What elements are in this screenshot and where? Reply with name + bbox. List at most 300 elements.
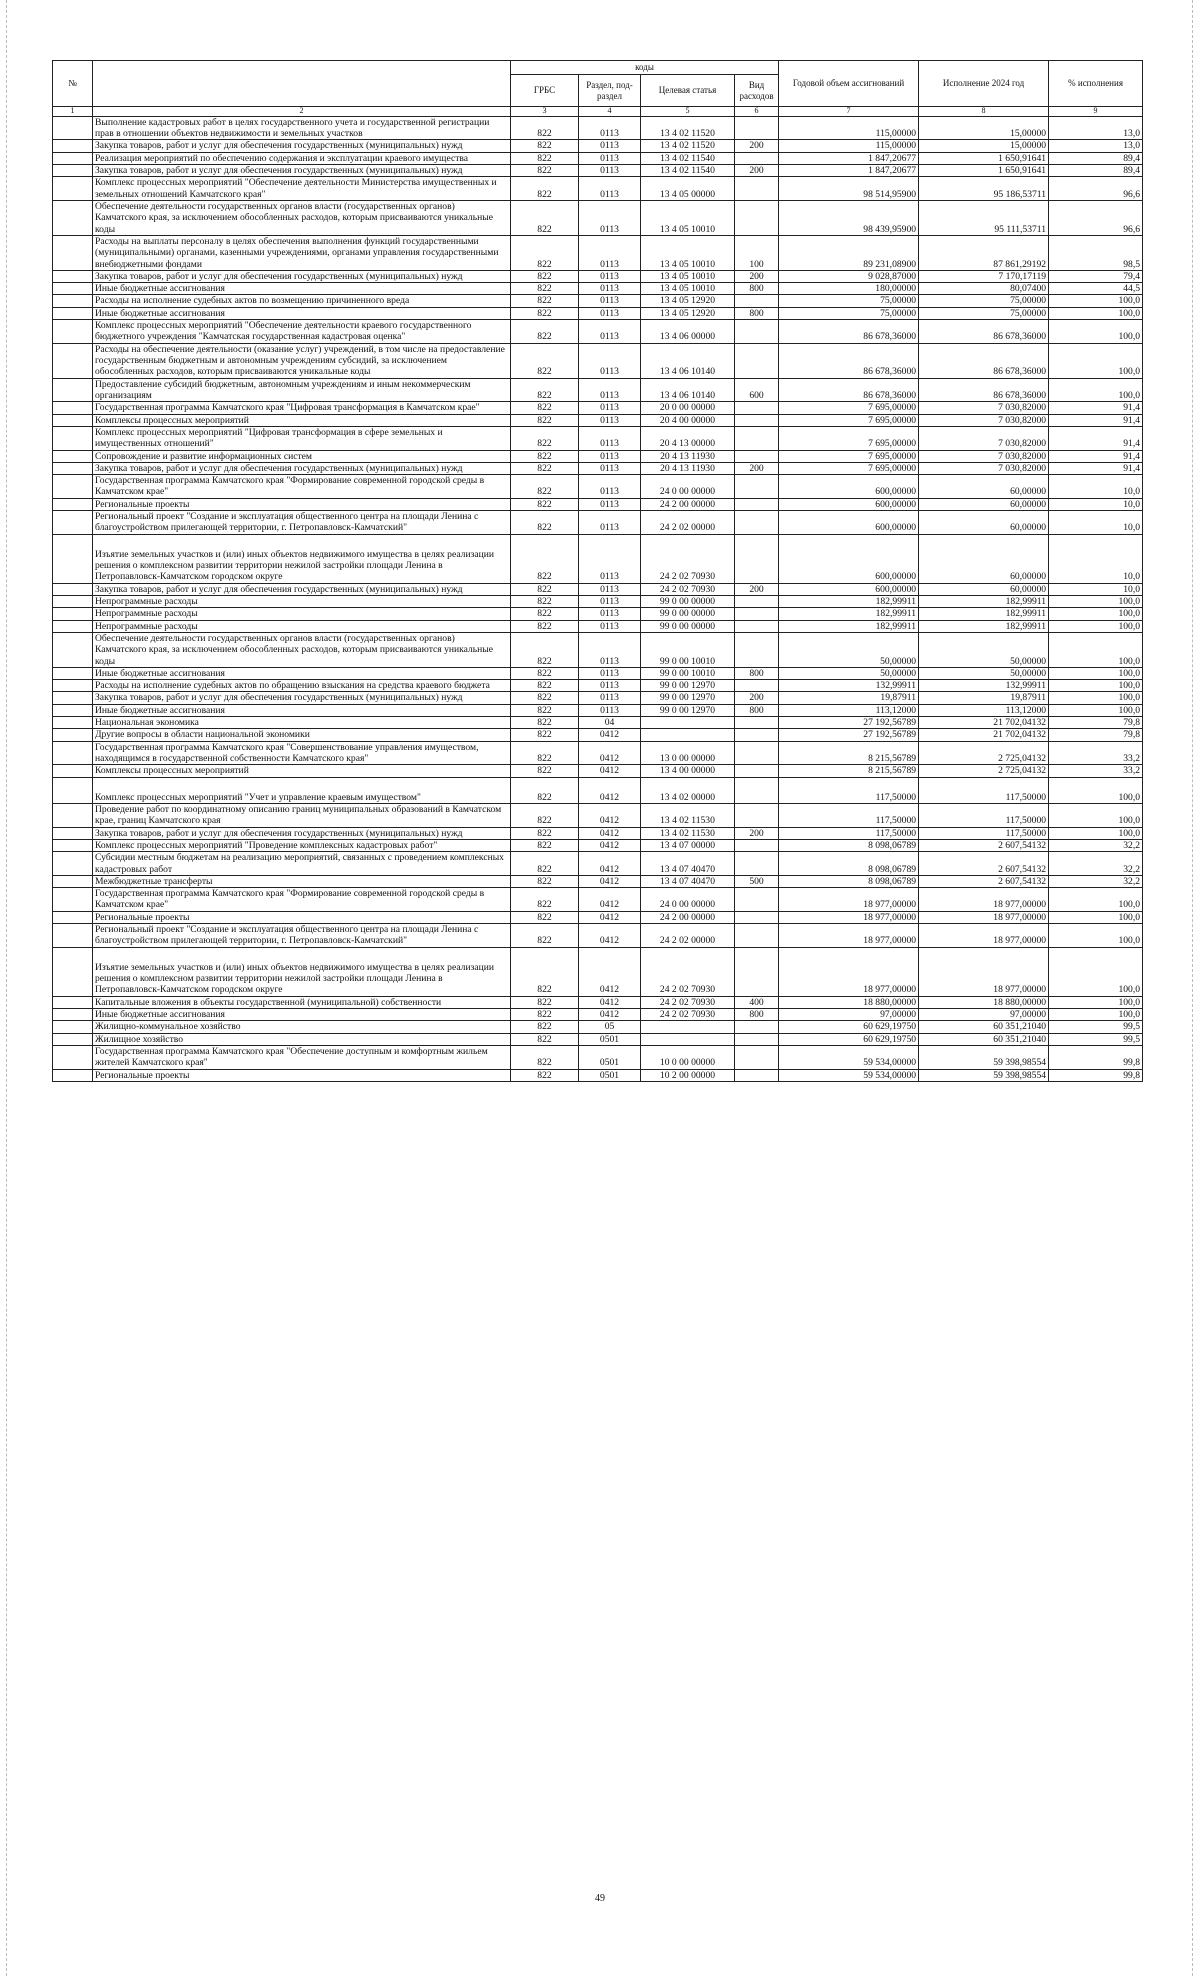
- section-code-cell: 0113: [579, 620, 641, 632]
- target-article-cell: 99 0 00 10010: [641, 632, 735, 667]
- section-code-cell: 0113: [579, 283, 641, 295]
- execution-percent-cell: 44,5: [1049, 283, 1143, 295]
- target-article-cell: 13 4 00 00000: [641, 765, 735, 777]
- execution-percent-cell: 91,4: [1049, 402, 1143, 414]
- expense-type-cell: [735, 632, 779, 667]
- grbs-code-cell: 822: [511, 741, 579, 765]
- section-code-cell: 0412: [579, 827, 641, 839]
- annual-allocation-cell: 113,12000: [779, 704, 919, 716]
- item-name-cell: Комплекс процессных мероприятий "Цифровая трансформация в сфере земельных и имущественных отношений": [93, 426, 511, 450]
- row-number-cell: [53, 729, 93, 741]
- grbs-code-cell: 822: [511, 414, 579, 426]
- item-name-cell: Непрограммные расходы: [93, 620, 511, 632]
- col-header-annual: Годовой объем ассигнований: [779, 61, 919, 107]
- row-number-cell: [53, 717, 93, 729]
- item-name-cell: Сопровождение и развитие информационных систем: [93, 450, 511, 462]
- annual-allocation-cell: 86 678,36000: [779, 320, 919, 344]
- item-name-cell: Другие вопросы в области национальной экономики: [93, 729, 511, 741]
- col-header-section: Раздел, под-раздел: [579, 75, 641, 107]
- item-name-cell: Региональные проекты: [93, 498, 511, 510]
- table-row: [53, 583, 1143, 595]
- table-row: [53, 827, 1143, 839]
- execution-value-cell: 50,00000: [919, 667, 1049, 679]
- annual-allocation-cell: 180,00000: [779, 283, 919, 295]
- expense-type-cell: 800: [735, 1008, 779, 1020]
- item-name-cell: Субсидии местным бюджетам на реализацию мероприятий, связанных с проведением комплексных кадастровых работ: [93, 852, 511, 876]
- section-code-cell: 0412: [579, 1008, 641, 1020]
- target-article-cell: [641, 729, 735, 741]
- table-row: [53, 680, 1143, 692]
- table-row: [53, 414, 1143, 426]
- col-header-target: Целевая статья: [641, 75, 735, 107]
- expense-type-cell: [735, 947, 779, 996]
- row-number-cell: [53, 295, 93, 307]
- row-number-cell: [53, 583, 93, 595]
- grbs-code-cell: 822: [511, 200, 579, 235]
- execution-value-cell: 2 725,04132: [919, 765, 1049, 777]
- item-name-cell: Иные бюджетные ассигнования: [93, 307, 511, 319]
- expense-type-cell: 200: [735, 692, 779, 704]
- grbs-code-cell: 822: [511, 498, 579, 510]
- table-row: [53, 402, 1143, 414]
- table-row: [53, 839, 1143, 851]
- expense-type-cell: [735, 152, 779, 164]
- column-number: 6: [735, 107, 779, 117]
- expense-type-cell: [735, 534, 779, 583]
- section-code-cell: 0501: [579, 1045, 641, 1069]
- target-article-cell: 24 2 02 00000: [641, 511, 735, 535]
- grbs-code-cell: 822: [511, 852, 579, 876]
- item-name-cell: Региональный проект "Создание и эксплуатация общественного центра на площади Ленина с благоустройством прилегающей территории, г. Петропавловск-Камчатский": [93, 511, 511, 535]
- table-row: [53, 1021, 1143, 1033]
- item-name-cell: Национальная экономика: [93, 717, 511, 729]
- expense-type-cell: [735, 402, 779, 414]
- column-number: 1: [53, 107, 93, 117]
- table-row: [53, 803, 1143, 827]
- table-header: [53, 61, 1143, 117]
- item-name-cell: Изъятие земельных участков и (или) иных объектов недвижимого имущества в целях реализации решения о комплексном развитии территории нежилой застройки площади Ленина в Петропавловск-Камчатском городском округе: [93, 947, 511, 996]
- target-article-cell: 13 4 02 11540: [641, 152, 735, 164]
- grbs-code-cell: 822: [511, 152, 579, 164]
- table-row: [53, 924, 1143, 948]
- section-code-cell: 0412: [579, 765, 641, 777]
- section-code-cell: 0412: [579, 911, 641, 923]
- column-number: 9: [1049, 107, 1143, 117]
- expense-type-cell: [735, 839, 779, 851]
- execution-percent-cell: 10,0: [1049, 534, 1143, 583]
- item-name-cell: Иные бюджетные ассигнования: [93, 283, 511, 295]
- item-name-cell: Комплекс процессных мероприятий "Обеспечение деятельности краевого государственного бюджетного учреждения "Камчатская государственная кадастровая оценка": [93, 320, 511, 344]
- table-row: [53, 1008, 1143, 1020]
- item-name-cell: Иные бюджетные ассигнования: [93, 704, 511, 716]
- section-code-cell: 0412: [579, 947, 641, 996]
- annual-allocation-cell: 182,99911: [779, 595, 919, 607]
- row-number-cell: [53, 839, 93, 851]
- annual-allocation-cell: 75,00000: [779, 295, 919, 307]
- annual-allocation-cell: 132,99911: [779, 680, 919, 692]
- row-number-cell: [53, 704, 93, 716]
- execution-value-cell: 18 977,00000: [919, 947, 1049, 996]
- execution-percent-cell: 32,2: [1049, 839, 1143, 851]
- annual-allocation-cell: 182,99911: [779, 608, 919, 620]
- annual-allocation-cell: 600,00000: [779, 583, 919, 595]
- execution-value-cell: 182,99911: [919, 608, 1049, 620]
- expense-type-cell: 200: [735, 583, 779, 595]
- grbs-code-cell: 822: [511, 283, 579, 295]
- grbs-code-cell: 822: [511, 235, 579, 270]
- row-number-cell: [53, 911, 93, 923]
- execution-value-cell: 1 650,91641: [919, 165, 1049, 177]
- grbs-code-cell: 822: [511, 426, 579, 450]
- execution-percent-cell: 99,8: [1049, 1045, 1143, 1069]
- grbs-code-cell: 822: [511, 307, 579, 319]
- table-row: [53, 704, 1143, 716]
- item-name-cell: Государственная программа Камчатского края "Цифровая трансформация в Камчатском крае": [93, 402, 511, 414]
- target-article-cell: 13 4 02 11520: [641, 116, 735, 140]
- annual-allocation-cell: 75,00000: [779, 307, 919, 319]
- execution-value-cell: 18 977,00000: [919, 888, 1049, 912]
- item-name-cell: Закупка товаров, работ и услуг для обеспечения государственных (муниципальных) нужд: [93, 165, 511, 177]
- target-article-cell: 13 4 05 12920: [641, 307, 735, 319]
- grbs-code-cell: 822: [511, 620, 579, 632]
- execution-percent-cell: 100,0: [1049, 378, 1143, 402]
- annual-allocation-cell: 98 514,95900: [779, 177, 919, 201]
- grbs-code-cell: 822: [511, 1021, 579, 1033]
- target-article-cell: [641, 1021, 735, 1033]
- grbs-code-cell: 822: [511, 875, 579, 887]
- section-code-cell: 0113: [579, 235, 641, 270]
- annual-allocation-cell: 117,50000: [779, 827, 919, 839]
- row-number-cell: [53, 924, 93, 948]
- table-row: [53, 1069, 1143, 1081]
- execution-percent-cell: 100,0: [1049, 827, 1143, 839]
- expense-type-cell: [735, 803, 779, 827]
- annual-allocation-cell: 600,00000: [779, 534, 919, 583]
- annual-allocation-cell: 19,87911: [779, 692, 919, 704]
- execution-percent-cell: 10,0: [1049, 498, 1143, 510]
- expense-type-cell: 800: [735, 667, 779, 679]
- execution-value-cell: 15,00000: [919, 140, 1049, 152]
- target-article-cell: 99 0 00 12970: [641, 680, 735, 692]
- table-row: [53, 116, 1143, 140]
- col-header-percent: % исполнения: [1049, 61, 1143, 107]
- target-article-cell: 20 4 13 00000: [641, 426, 735, 450]
- row-number-cell: [53, 1069, 93, 1081]
- item-name-cell: Иные бюджетные ассигнования: [93, 667, 511, 679]
- expense-type-cell: 200: [735, 165, 779, 177]
- section-code-cell: 04: [579, 717, 641, 729]
- section-code-cell: 0113: [579, 402, 641, 414]
- target-article-cell: 13 4 05 10010: [641, 200, 735, 235]
- execution-value-cell: 18 977,00000: [919, 924, 1049, 948]
- table-row: [53, 692, 1143, 704]
- execution-percent-cell: 91,4: [1049, 414, 1143, 426]
- target-article-cell: 13 4 02 11520: [641, 140, 735, 152]
- target-article-cell: 10 0 00 00000: [641, 1045, 735, 1069]
- row-number-cell: [53, 632, 93, 667]
- execution-value-cell: 75,00000: [919, 295, 1049, 307]
- execution-percent-cell: 32,2: [1049, 875, 1143, 887]
- execution-value-cell: 97,00000: [919, 1008, 1049, 1020]
- table-row: [53, 343, 1143, 378]
- execution-value-cell: 19,87911: [919, 692, 1049, 704]
- table-row: [53, 235, 1143, 270]
- annual-allocation-cell: 115,00000: [779, 140, 919, 152]
- target-article-cell: 24 2 02 00000: [641, 924, 735, 948]
- grbs-code-cell: 822: [511, 450, 579, 462]
- execution-percent-cell: 33,2: [1049, 741, 1143, 765]
- expense-type-cell: 800: [735, 704, 779, 716]
- target-article-cell: 99 0 00 12970: [641, 692, 735, 704]
- execution-value-cell: 15,00000: [919, 116, 1049, 140]
- table-row: [53, 595, 1143, 607]
- table-row: [53, 667, 1143, 679]
- column-number: 3: [511, 107, 579, 117]
- expense-type-cell: 100: [735, 235, 779, 270]
- table-row: [53, 270, 1143, 282]
- target-article-cell: 24 2 00 00000: [641, 498, 735, 510]
- section-code-cell: 0412: [579, 888, 641, 912]
- execution-percent-cell: 13,0: [1049, 116, 1143, 140]
- table-row: [53, 1033, 1143, 1045]
- row-number-cell: [53, 378, 93, 402]
- row-number-cell: [53, 692, 93, 704]
- grbs-code-cell: 822: [511, 116, 579, 140]
- column-number: 7: [779, 107, 919, 117]
- table-row: [53, 632, 1143, 667]
- execution-value-cell: 1 650,91641: [919, 152, 1049, 164]
- section-code-cell: 0412: [579, 777, 641, 803]
- table-row: [53, 534, 1143, 583]
- annual-allocation-cell: 18 977,00000: [779, 924, 919, 948]
- section-code-cell: 0113: [579, 414, 641, 426]
- table-row: [53, 717, 1143, 729]
- execution-percent-cell: 99,5: [1049, 1033, 1143, 1045]
- execution-value-cell: 95 111,53711: [919, 200, 1049, 235]
- execution-percent-cell: 96,6: [1049, 177, 1143, 201]
- annual-allocation-cell: 50,00000: [779, 632, 919, 667]
- execution-percent-cell: 99,8: [1049, 1069, 1143, 1081]
- expense-type-cell: [735, 777, 779, 803]
- target-article-cell: 13 4 07 00000: [641, 839, 735, 851]
- item-name-cell: Закупка товаров, работ и услуг для обеспечения государственных (муниципальных) нужд: [93, 827, 511, 839]
- row-number-cell: [53, 116, 93, 140]
- annual-allocation-cell: 600,00000: [779, 498, 919, 510]
- execution-value-cell: 2 607,54132: [919, 852, 1049, 876]
- row-number-cell: [53, 511, 93, 535]
- expense-type-cell: 800: [735, 283, 779, 295]
- column-number-row: [53, 107, 1143, 117]
- grbs-code-cell: 822: [511, 803, 579, 827]
- execution-value-cell: 86 678,36000: [919, 378, 1049, 402]
- grbs-code-cell: 822: [511, 717, 579, 729]
- row-number-cell: [53, 667, 93, 679]
- table-row: [53, 140, 1143, 152]
- expense-type-cell: [735, 608, 779, 620]
- execution-value-cell: 182,99911: [919, 595, 1049, 607]
- table-row: [53, 996, 1143, 1008]
- annual-allocation-cell: 59 534,00000: [779, 1069, 919, 1081]
- table-row: [53, 741, 1143, 765]
- execution-value-cell: 7 030,82000: [919, 450, 1049, 462]
- execution-percent-cell: 10,0: [1049, 475, 1143, 499]
- execution-value-cell: 7 030,82000: [919, 414, 1049, 426]
- execution-value-cell: 117,50000: [919, 803, 1049, 827]
- annual-allocation-cell: 59 534,00000: [779, 1045, 919, 1069]
- col-header-type: Вид расходов: [735, 75, 779, 107]
- section-code-cell: 0113: [579, 307, 641, 319]
- section-code-cell: 0412: [579, 875, 641, 887]
- item-name-cell: Закупка товаров, работ и услуг для обеспечения государственных (муниципальных) нужд: [93, 140, 511, 152]
- execution-percent-cell: 100,0: [1049, 888, 1143, 912]
- target-article-cell: 13 4 06 00000: [641, 320, 735, 344]
- execution-percent-cell: 13,0: [1049, 140, 1143, 152]
- execution-value-cell: 60,00000: [919, 475, 1049, 499]
- item-name-cell: Расходы на исполнение судебных актов по обращению взыскания на средства краевого бюджета: [93, 680, 511, 692]
- item-name-cell: Обеспечение деятельности государственных органов власти (государственных органов) Камчатского края, за исключением обособленных расходов, которым присваиваются уникальные коды: [93, 200, 511, 235]
- execution-percent-cell: 100,0: [1049, 911, 1143, 923]
- expense-type-cell: [735, 498, 779, 510]
- table-row: [53, 200, 1143, 235]
- section-code-cell: 0113: [579, 165, 641, 177]
- item-name-cell: Государственная программа Камчатского края "Формирование современной городской среды в Камчатском крае": [93, 475, 511, 499]
- table-row: [53, 765, 1143, 777]
- target-article-cell: 13 4 05 10010: [641, 283, 735, 295]
- row-number-cell: [53, 620, 93, 632]
- target-article-cell: 20 4 13 11930: [641, 450, 735, 462]
- grbs-code-cell: 822: [511, 165, 579, 177]
- annual-allocation-cell: 600,00000: [779, 475, 919, 499]
- annual-allocation-cell: 27 192,56789: [779, 717, 919, 729]
- target-article-cell: 24 0 00 00000: [641, 888, 735, 912]
- row-number-cell: [53, 475, 93, 499]
- execution-percent-cell: 100,0: [1049, 620, 1143, 632]
- grbs-code-cell: 822: [511, 839, 579, 851]
- execution-value-cell: 75,00000: [919, 307, 1049, 319]
- grbs-code-cell: 822: [511, 947, 579, 996]
- col-header-execution: Исполнение 2024 год: [919, 61, 1049, 107]
- row-number-cell: [53, 283, 93, 295]
- row-number-cell: [53, 947, 93, 996]
- row-number-cell: [53, 1033, 93, 1045]
- scan-edge-line: [6, 0, 7, 1976]
- annual-allocation-cell: 8 215,56789: [779, 741, 919, 765]
- expense-type-cell: [735, 1033, 779, 1045]
- target-article-cell: 10 2 00 00000: [641, 1069, 735, 1081]
- target-article-cell: 99 0 00 12970: [641, 704, 735, 716]
- annual-allocation-cell: 1 847,20677: [779, 165, 919, 177]
- section-code-cell: 0412: [579, 839, 641, 851]
- grbs-code-cell: 822: [511, 777, 579, 803]
- grbs-code-cell: 822: [511, 667, 579, 679]
- execution-percent-cell: 79,8: [1049, 717, 1143, 729]
- annual-allocation-cell: 60 629,19750: [779, 1033, 919, 1045]
- row-number-cell: [53, 450, 93, 462]
- annual-allocation-cell: 7 695,00000: [779, 402, 919, 414]
- target-article-cell: 13 4 07 40470: [641, 852, 735, 876]
- table-row: [53, 283, 1143, 295]
- expense-type-cell: [735, 1021, 779, 1033]
- item-name-cell: Региональные проекты: [93, 1069, 511, 1081]
- annual-allocation-cell: 97,00000: [779, 1008, 919, 1020]
- item-name-cell: Закупка товаров, работ и услуг для обеспечения государственных (муниципальных) нужд: [93, 270, 511, 282]
- table-row: [53, 378, 1143, 402]
- col-header-number: №: [53, 61, 93, 107]
- expense-type-cell: [735, 511, 779, 535]
- annual-allocation-cell: 98 439,95900: [779, 200, 919, 235]
- col-header-grbs: ГРБС: [511, 75, 579, 107]
- expense-type-cell: [735, 320, 779, 344]
- grbs-code-cell: 822: [511, 378, 579, 402]
- item-name-cell: Региональные проекты: [93, 911, 511, 923]
- target-article-cell: [641, 717, 735, 729]
- table-row: [53, 307, 1143, 319]
- item-name-cell: Обеспечение деятельности государственных органов власти (государственных органов) Камчатского края, за исключением обособленных расходов, которым присваиваются уникальные коды: [93, 632, 511, 667]
- section-code-cell: 0113: [579, 177, 641, 201]
- section-code-cell: 0113: [579, 378, 641, 402]
- item-name-cell: Проведение работ по координатному описанию границ муниципальных образований в Камчатском крае, границ Камчатского края: [93, 803, 511, 827]
- expense-type-cell: [735, 450, 779, 462]
- section-code-cell: 0113: [579, 116, 641, 140]
- section-code-cell: 05: [579, 1021, 641, 1033]
- execution-percent-cell: 33,2: [1049, 765, 1143, 777]
- annual-allocation-cell: 18 977,00000: [779, 947, 919, 996]
- item-name-cell: Расходы на обеспечение деятельности (оказание услуг) учреждений, в том числе на предоставление государственным бюджетным и автономным учреждениям субсидий, за исключением обособленных расходов, которым присваиваются уникальные коды: [93, 343, 511, 378]
- target-article-cell: 99 0 00 00000: [641, 608, 735, 620]
- expense-type-cell: [735, 729, 779, 741]
- execution-percent-cell: 10,0: [1049, 511, 1143, 535]
- row-number-cell: [53, 534, 93, 583]
- row-number-cell: [53, 827, 93, 839]
- row-number-cell: [53, 270, 93, 282]
- table-row: [53, 875, 1143, 887]
- annual-allocation-cell: 1 847,20677: [779, 152, 919, 164]
- section-code-cell: 0113: [579, 426, 641, 450]
- row-number-cell: [53, 462, 93, 474]
- item-name-cell: Государственная программа Камчатского края "Формирование современной городской среды в Камчатском крае": [93, 888, 511, 912]
- grbs-code-cell: 822: [511, 270, 579, 282]
- table-body: [53, 116, 1143, 1081]
- grbs-code-cell: 822: [511, 295, 579, 307]
- annual-allocation-cell: 89 231,08900: [779, 235, 919, 270]
- section-code-cell: 0113: [579, 680, 641, 692]
- execution-percent-cell: 100,0: [1049, 1008, 1143, 1020]
- table-row: [53, 1045, 1143, 1069]
- execution-value-cell: 132,99911: [919, 680, 1049, 692]
- table-row: [53, 911, 1143, 923]
- table-row: [53, 475, 1143, 499]
- target-article-cell: 13 4 05 00000: [641, 177, 735, 201]
- section-code-cell: 0113: [579, 343, 641, 378]
- row-number-cell: [53, 320, 93, 344]
- column-number: 4: [579, 107, 641, 117]
- section-code-cell: 0113: [579, 475, 641, 499]
- execution-percent-cell: 100,0: [1049, 947, 1143, 996]
- annual-allocation-cell: 60 629,19750: [779, 1021, 919, 1033]
- grbs-code-cell: 822: [511, 320, 579, 344]
- row-number-cell: [53, 608, 93, 620]
- execution-value-cell: 87 861,29192: [919, 235, 1049, 270]
- item-name-cell: Расходы на исполнение судебных актов по возмещению причиненного вреда: [93, 295, 511, 307]
- target-article-cell: 13 4 06 10140: [641, 378, 735, 402]
- grbs-code-cell: 822: [511, 534, 579, 583]
- row-number-cell: [53, 1008, 93, 1020]
- expense-type-cell: 200: [735, 270, 779, 282]
- execution-percent-cell: 100,0: [1049, 343, 1143, 378]
- row-number-cell: [53, 426, 93, 450]
- table-row: [53, 511, 1143, 535]
- execution-value-cell: 21 702,04132: [919, 729, 1049, 741]
